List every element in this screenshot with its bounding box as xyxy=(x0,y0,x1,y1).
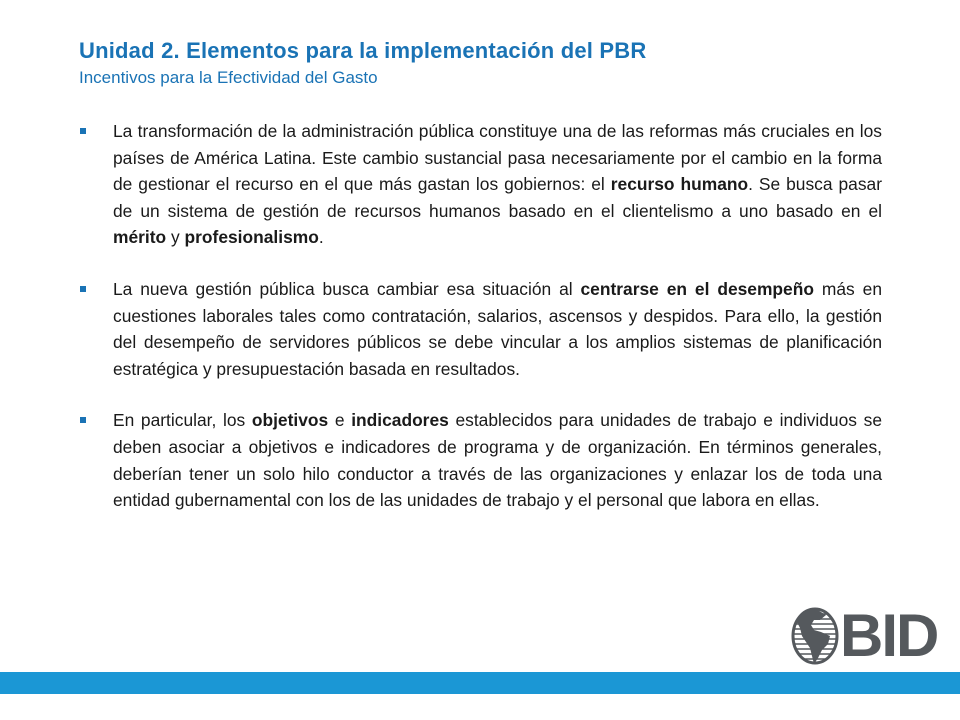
bullet-list xyxy=(80,118,882,539)
square-bullet-icon xyxy=(80,286,86,292)
slide-subtitle: Incentivos para la Efectividad del Gasto xyxy=(79,68,378,87)
square-bullet-icon xyxy=(80,417,86,423)
bold-text-run: mérito xyxy=(113,227,167,248)
footer-bar xyxy=(0,672,960,694)
bullet-text xyxy=(113,121,882,247)
text-run: establecidos para unidades de trabajo e individuos se deben asociar a objetivos e indicadores de programa y de organización. En términos generales, deberían tener un solo hilo conductor a través de las organizaciones y enlazar los de toda una entidad gubernamental con los de las unidades de trabajo y el personal que labora en ellas. xyxy=(113,410,882,511)
bullet-text xyxy=(113,410,882,510)
text-run: . Se busca pasar de un sistema de gestión de recursos humanos basado en el clientelismo a uno basado en el xyxy=(113,174,882,221)
bullet-item xyxy=(80,118,882,251)
logo-text: BID xyxy=(840,602,938,669)
globe-americas-icon xyxy=(790,606,840,666)
square-bullet-icon xyxy=(80,128,86,134)
bold-text-run: profesionalismo xyxy=(184,227,319,248)
bold-text-run: objetivos xyxy=(251,410,329,431)
text-run: más en cuestiones laborales tales como contratación, salarios, ascensos y despidos. Para ello, la gestión del desempeño de servidores públicos se debe vincular a los amplios sistemas de planificación estratégica y presupuestación basada en resultados. xyxy=(113,278,882,379)
bullet-text xyxy=(113,279,882,379)
bid-logo xyxy=(790,602,940,669)
slide-title: Unidad 2. Elementos para la implementación del PBR xyxy=(79,38,647,63)
text-run: . xyxy=(318,227,324,248)
bullet-item xyxy=(80,276,882,382)
bullet-item xyxy=(80,407,882,513)
text-run: La nueva gestión pública busca cambiar esa situación al xyxy=(113,278,581,299)
bold-text-run: centrarse en el desempeño xyxy=(580,278,814,299)
text-run: En particular, los xyxy=(113,410,252,431)
text-run: y xyxy=(166,227,185,248)
text-run: e xyxy=(328,410,352,431)
bold-text-run: indicadores xyxy=(351,410,449,431)
text-run: La transformación de la administración pública constituye una de las reformas más cruciales en los países de América Latina. Este cambio sustancial pasa necesariamente por el cambio en la forma de gestionar el recurso en el que más gastan los gobiernos: el xyxy=(113,121,882,195)
bold-text-run: recurso humano xyxy=(610,174,749,195)
